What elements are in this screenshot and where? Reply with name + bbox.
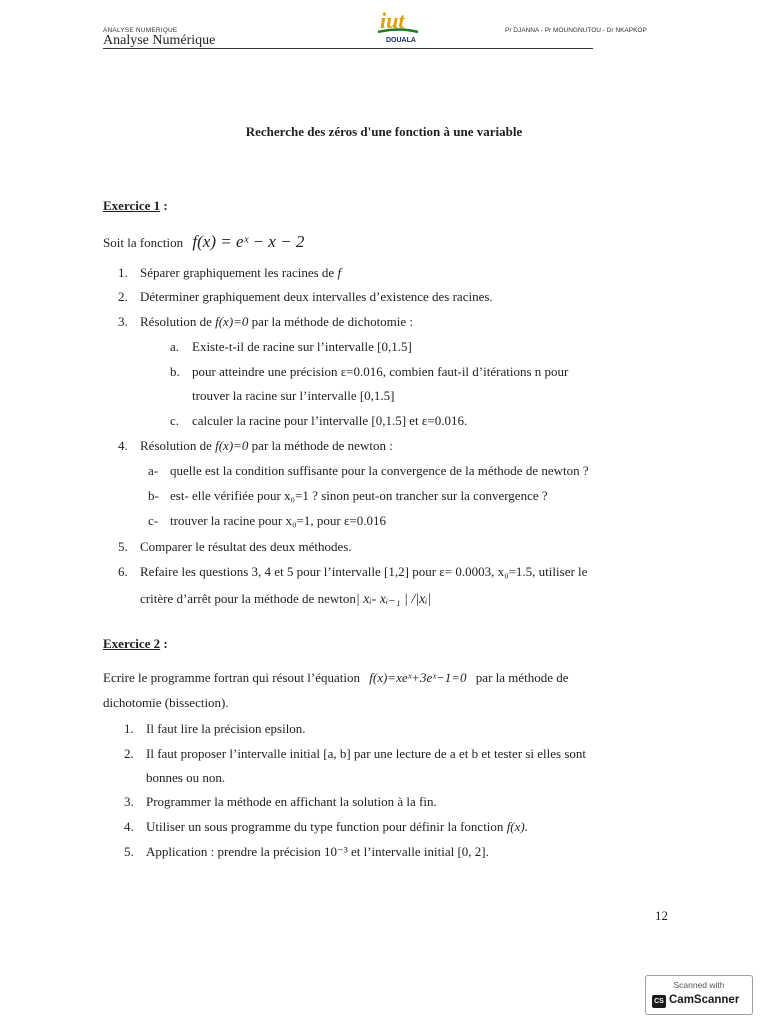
header-course-title: Analyse Numérique — [103, 33, 216, 48]
page-title: Recherche des zéros d'une fonction à une variable — [245, 124, 523, 139]
item-number: 5. — [118, 539, 128, 554]
sub-item-text: trouver la racine pour x₀=1, pour ε=0.016 — [170, 513, 386, 528]
sub-item-text: calculer la racine pour l’intervalle [0,1.5] et ε=0.016. — [192, 413, 468, 428]
stop-criterion-formula: | xᵢ- xᵢ₋₁ | /|xᵢ| — [355, 592, 432, 607]
ex1-item-3b-cont: trouver la racine sur l’intervalle [0,1.5] — [192, 388, 395, 403]
header-authors: Pr DJANNA - Pr MOUNGNUTOU - Dr NKAPKOP — [505, 27, 647, 34]
camscanner-badge — [645, 975, 753, 1015]
item-var: f — [337, 265, 342, 280]
item-text: Déterminer graphiquement deux intervalles d’existence des racines. — [140, 289, 493, 304]
exercise-1-heading-colon: : — [160, 198, 168, 213]
exercise-2-heading-text: Exercice 2 — [103, 636, 161, 651]
ex2-item-2 — [124, 746, 670, 762]
ex2-item-4 — [124, 819, 528, 835]
ex1-item-4a — [148, 463, 589, 479]
ex2-item-2-cont: bonnes ou non. — [146, 770, 226, 785]
item-equation: f(x)=0 — [215, 438, 249, 453]
exercise-2-intro-line-2: dichotomie (bissection). — [103, 695, 229, 710]
item-text: Séparer graphiquement les racines de — [140, 265, 335, 280]
ex1-item-3b — [170, 364, 670, 380]
sub-item-text: Existe-t-il de racine sur l’intervalle [0,1.5] — [192, 339, 412, 354]
header-course-small: ANALYSE NUMERIQUE — [103, 27, 178, 34]
item-text: Utiliser un sous programme du type function pour définir la fonction — [146, 819, 504, 834]
iut-douala-logo — [372, 8, 424, 46]
sub-item-text: est- elle vérifiée pour x₀=1 ? sinon peut-on trancher sur la convergence ? — [170, 488, 548, 503]
exercise-1-intro-text: Soit la fonction — [103, 235, 184, 250]
item-number: 6. — [118, 564, 128, 579]
item-number: 4. — [118, 438, 128, 453]
camscanner-name: CamScanner — [669, 994, 740, 1006]
exercise-1-heading-text: Exercice 1 — [103, 198, 161, 213]
ex1-item-3a — [170, 339, 412, 355]
item-text: Il faut lire la précision epsilon. — [146, 721, 306, 736]
sub-item-label: a- — [148, 463, 159, 478]
ex1-item-5 — [118, 539, 352, 555]
page-number: 12 — [655, 908, 668, 923]
ex1-item-1 — [118, 265, 341, 281]
sub-item-label: b. — [170, 364, 180, 379]
item-text: critère d’arrêt pour la méthode de newton — [140, 591, 356, 606]
ex2-item-3 — [124, 794, 437, 810]
ex1-item-3 — [118, 314, 413, 330]
item-var: f(x). — [506, 819, 528, 834]
item-text: Comparer le résultat des deux méthodes. — [140, 539, 352, 554]
ex1-item-6 — [118, 564, 670, 580]
exercise-1-function: f(x) = eˣ − x − 2 — [192, 232, 305, 251]
item-equation: f(x)=0 — [215, 314, 249, 329]
sub-item-text: pour atteindre une précision ε=0.016, combien faut-il d’itérations n pour — [192, 364, 569, 379]
logo-sub-text: DOUALA — [386, 37, 416, 44]
sub-item-label: b- — [148, 488, 159, 503]
ex1-item-6-cont — [140, 591, 431, 608]
item-text: Application : prendre la précision 10⁻³ et l’intervalle initial [0, 2]. — [146, 844, 489, 859]
item-number: 3. — [124, 794, 134, 809]
camscanner-logo-icon: CS — [652, 995, 666, 1008]
intro-text: Ecrire le programme fortran qui résout l’équation — [103, 670, 361, 685]
ex1-item-4c — [148, 513, 386, 529]
sub-item-label: c. — [170, 413, 180, 428]
exercise-1-intro — [103, 232, 304, 252]
logo-main-text: iut — [380, 8, 405, 33]
item-number: 4. — [124, 819, 134, 834]
item-text: par la méthode de newton : — [251, 438, 393, 453]
exercise-1-heading — [103, 198, 168, 214]
ex2-item-1 — [124, 721, 306, 737]
item-number: 5. — [124, 844, 134, 859]
header-rule — [103, 48, 593, 49]
ex1-item-3c — [170, 413, 467, 429]
ex2-item-5 — [124, 844, 489, 860]
item-text: Résolution de — [140, 438, 212, 453]
sub-item-text: quelle est la condition suffisante pour la convergence de la méthode de newton ? — [170, 463, 589, 478]
exercise-2-heading — [103, 636, 168, 652]
item-number: 1. — [124, 721, 134, 736]
item-number: 1. — [118, 265, 128, 280]
ex1-item-4 — [118, 438, 393, 454]
exercise-2-heading-colon: : — [160, 636, 168, 651]
exercise-2-equation: f(x)=xeˣ+3eˣ−1=0 — [369, 670, 467, 685]
item-number: 3. — [118, 314, 128, 329]
exercise-2-intro-line-1 — [103, 670, 569, 686]
item-number: 2. — [118, 289, 128, 304]
ex1-item-2 — [118, 289, 493, 305]
intro-text: par la méthode de — [475, 670, 569, 685]
item-text: Il faut proposer l’intervalle initial [a, b] par une lecture de a et b et tester si elles sont — [146, 746, 587, 761]
item-text: Résolution de — [140, 314, 212, 329]
ex1-item-4b — [148, 488, 548, 504]
camscanner-top-text: Scanned with — [673, 980, 725, 990]
item-number: 2. — [124, 746, 134, 761]
item-text: Refaire les questions 3, 4 et 5 pour l’intervalle [1,2] pour ε= 0.0003, x₀=1.5, utiliser le — [140, 564, 588, 579]
sub-item-label: a. — [170, 339, 180, 354]
item-text: Programmer la méthode en affichant la solution à la fin. — [146, 794, 437, 809]
sub-item-label: c- — [148, 513, 159, 528]
item-text: par la méthode de dichotomie : — [251, 314, 414, 329]
